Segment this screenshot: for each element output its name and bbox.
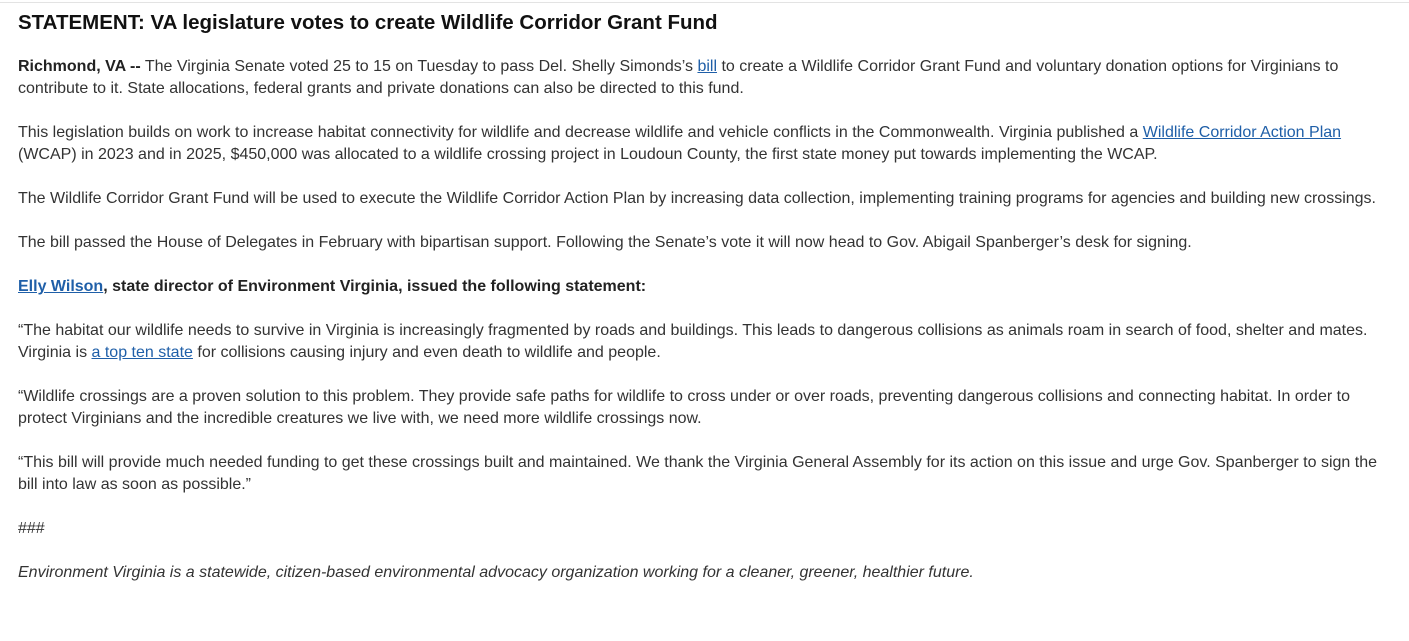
wcap-link[interactable]: Wildlife Corridor Action Plan <box>1142 124 1342 141</box>
page-title: STATEMENT: VA legislature votes to create Wildlife Corridor Grant Fund <box>18 11 718 34</box>
paragraph-boilerplate <box>18 562 1396 584</box>
paragraph-house-vote: The bill passed the House of Delegates in February with bipartisan support. Following the Senate’s vote it will now head to Gov. Abigail Spanberger’s desk for signing. <box>18 234 1192 251</box>
paragraph-quote-3: “This bill will provide much needed funding to get these crossings built and maintained. We thank the Virginia General Assembly for its action on this issue and urge Gov. Spanberger to sign the bill into law as soon as possible.” <box>18 454 1377 493</box>
quote-1-text-1: “The habitat our wildlife needs to survive in Virginia is increasingly fragmented by roads and buildings. This leads to dangerous collisions as animals roam in search of food, shelter and mates. Virginia is <box>18 322 1368 361</box>
press-release <box>18 0 1396 584</box>
background-text-2: (WCAP) in 2023 and in 2025, $450,000 was allocated to a wildlife crossing project in Loudoun County, the first state money put towards implementing the WCAP. <box>18 146 1158 163</box>
paragraph-statement-intro <box>18 276 1396 298</box>
boilerplate-text: Environment Virginia is a statewide, citizen-based environmental advocacy organization working for a cleaner, greener, healthier future. <box>18 564 974 581</box>
paragraph-background <box>18 122 1396 166</box>
background-text-1: This legislation builds on work to increase habitat connectivity for wildlife and decrease wildlife and vehicle conflicts in the Commonwealth. Virginia published a <box>18 124 1143 141</box>
paragraph-quote-2: “Wildlife crossings are a proven solution to this problem. They provide safe paths for wildlife to cross under or over roads, preventing dangerous collisions and connecting habitat. In order to protect Virginians and the incredible creatures we live with, we need more wildlife crossings now. <box>18 388 1350 427</box>
top-ten-state-link[interactable]: a top ten state <box>91 344 193 361</box>
end-mark: ### <box>18 520 45 537</box>
bill-link[interactable]: bill <box>697 58 718 75</box>
paragraph-fund-use: The Wildlife Corridor Grant Fund will be used to execute the Wildlife Corridor Action Plan by increasing data collection, implementing training programs for agencies and building new crossings. <box>18 190 1376 207</box>
lede-text-1: The Virginia Senate voted 25 to 15 on Tuesday to pass Del. Shelly Simonds’s <box>140 58 698 75</box>
paragraph-quote-1 <box>18 320 1396 364</box>
dateline: Richmond, VA -- <box>18 58 141 75</box>
paragraph-lede <box>18 56 1396 100</box>
quote-1-text-2: for collisions causing injury and even death to wildlife and people. <box>192 344 661 361</box>
lede-text-2: to create a Wildlife Corridor Grant Fund and voluntary donation options for Virginians to contribute to it. State allocations, federal grants and private donations can also be directed to this fund. <box>18 58 1339 97</box>
elly-wilson-link[interactable]: Elly Wilson <box>18 278 104 295</box>
statement-intro-text: , state director of Environment Virginia, issued the following statement: <box>103 278 647 295</box>
statement-intro <box>18 278 646 295</box>
